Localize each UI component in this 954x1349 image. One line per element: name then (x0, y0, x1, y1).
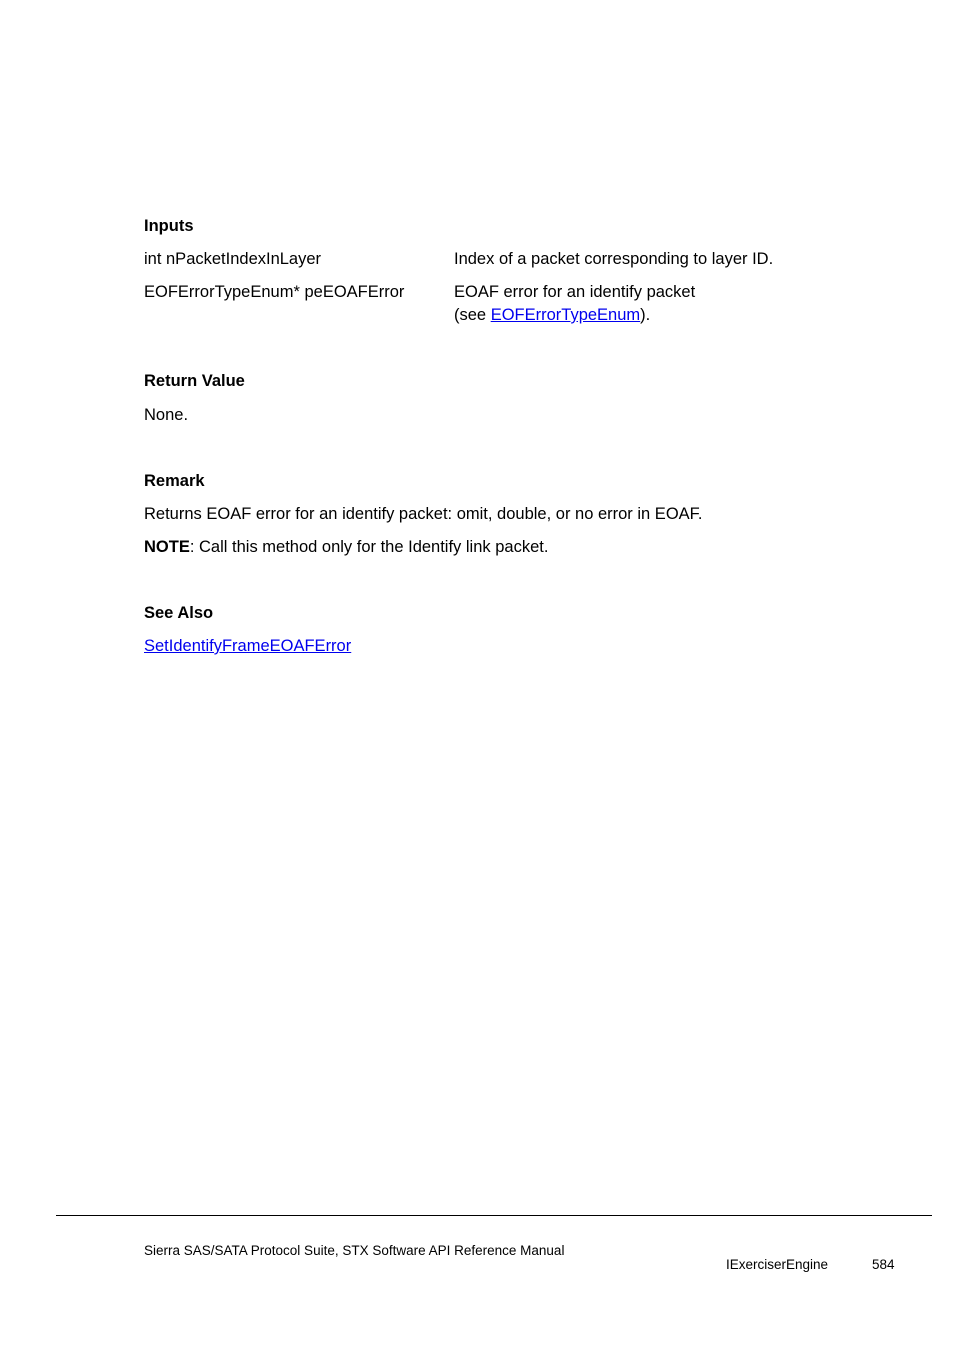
param-desc-packet-index: Index of a packet corresponding to layer ID. (454, 250, 774, 268)
remark-note (144, 538, 548, 557)
footer-section: IExerciserEngine (726, 1257, 829, 1272)
remark-text: Returns EOAF error for an identify packet: omit, double, or no error in EOAF. (144, 505, 703, 523)
eoferrortypeenum-link[interactable]: EOFErrorTypeEnum (490, 306, 641, 324)
note-text: : Call this method only for the Identify link packet. (189, 538, 549, 556)
footer-manual-title: Sierra SAS/SATA Protocol Suite, STX Software API Reference Manual (144, 1243, 565, 1258)
param-name-eoaf-error: EOFErrorTypeEnum* peEOAFError (144, 283, 405, 301)
inputs-heading: Inputs (144, 217, 194, 235)
see-suffix: ). (640, 306, 651, 324)
setidentifyframeeoaferror-link[interactable]: SetIdentifyFrameEOAFError (144, 637, 352, 655)
see-also-heading: See Also (144, 604, 214, 622)
footer-page-number: 584 (872, 1257, 895, 1272)
return-value-heading: Return Value (144, 372, 245, 390)
see-prefix: (see (454, 306, 491, 324)
remark-heading: Remark (144, 472, 205, 490)
note-label: NOTE (144, 538, 190, 556)
footer-divider (56, 1215, 932, 1216)
param-desc-eoaf-error: EOAF error for an identify packet (454, 283, 696, 301)
see-also-item (144, 637, 351, 656)
param-desc-eoaf-see (454, 306, 650, 325)
param-name-packet-index: int nPacketIndexInLayer (144, 250, 322, 268)
return-value-text: None. (144, 406, 189, 424)
